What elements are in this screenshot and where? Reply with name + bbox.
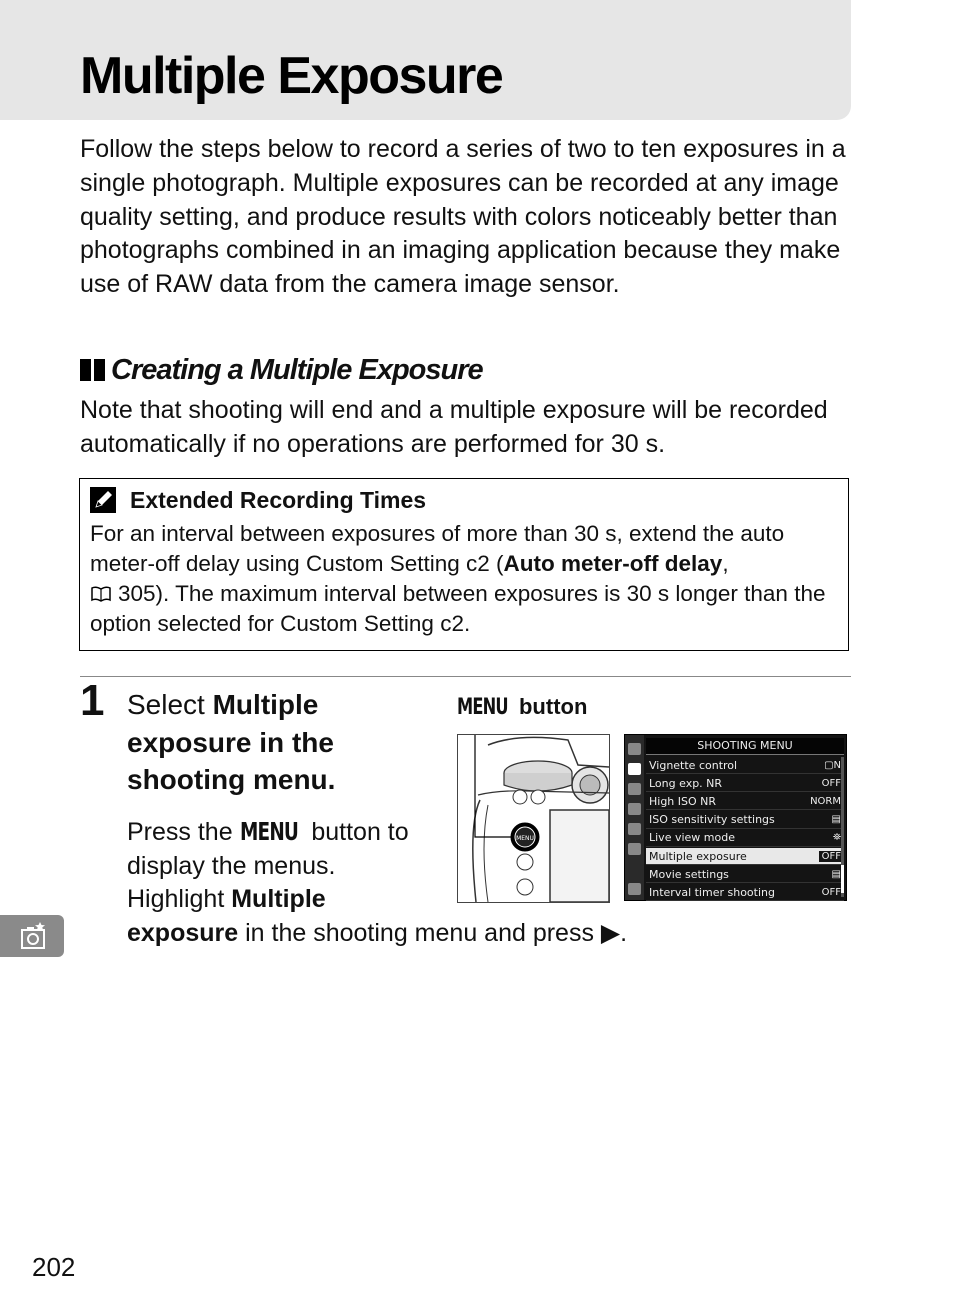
step-title-text-2: in the shooting menu. xyxy=(127,726,336,795)
step-title-text-1: Select xyxy=(127,689,213,720)
step-body xyxy=(127,815,427,917)
menu-row-value: NORM xyxy=(810,795,841,807)
step-period: . xyxy=(620,919,628,947)
note-heading xyxy=(90,485,426,515)
menu-row-value: OFF xyxy=(821,886,841,898)
menu-row[interactable] xyxy=(646,884,844,901)
menu-row-value: ▤ xyxy=(831,814,841,826)
step-body-bold: Multiple xyxy=(231,885,326,913)
menu-row-value: OFF xyxy=(821,777,841,789)
menu-row-label: Long exp. NR xyxy=(649,776,723,790)
intro-paragraph: Follow the steps below to record a series of two to ten exposures in a single photograph. Multiple exposures can be recorded at any image quality setting, and produce results with colors noticeably better than photographs combined in an imaging application because they make use of RAW data from the camera image sensor. xyxy=(80,135,846,299)
menu-side-tabs xyxy=(625,735,644,900)
shooting-menu-screen xyxy=(624,734,847,901)
pencil-icon xyxy=(90,487,116,513)
menu-row-label: Movie settings xyxy=(649,867,729,881)
step-body-text-1: Press the xyxy=(127,818,240,846)
menu-row-label: Multiple exposure xyxy=(649,849,747,863)
step-body-continued xyxy=(127,916,627,950)
note-page-ref: 305 xyxy=(118,581,156,606)
menu-row-label: Interval timer shooting xyxy=(649,885,775,899)
callout-label: button xyxy=(512,694,588,719)
retouch-tab-icon xyxy=(628,823,641,835)
menu-row[interactable] xyxy=(646,793,844,810)
step-body-text-2: button to display the menus. Highlight xyxy=(127,818,409,913)
shooting-tab-icon xyxy=(628,763,641,775)
note-body xyxy=(90,519,835,639)
page-number: 202 xyxy=(32,1252,76,1282)
menu-row-label: High ISO NR xyxy=(649,794,717,808)
camera-menu-icon xyxy=(21,922,45,950)
note-body-text-3: ). The maximum interval between exposures is 30 s longer than the option selected for Custom Setting c2. xyxy=(90,581,826,636)
menu-header: SHOOTING MENU xyxy=(646,738,844,755)
my-menu-tab-icon xyxy=(628,843,641,855)
menu-row[interactable] xyxy=(646,812,844,829)
heading-bullet-icon xyxy=(80,359,105,381)
note-box xyxy=(79,478,849,651)
step-cont-text: in the shooting menu and press xyxy=(238,919,601,947)
playback-tab-icon xyxy=(628,743,641,755)
chapter-tab xyxy=(0,915,64,957)
note-heading-text: Extended Recording Times xyxy=(130,487,427,513)
menu-row[interactable] xyxy=(646,848,844,865)
menu-row[interactable] xyxy=(646,775,844,792)
menu-row[interactable] xyxy=(646,866,844,883)
note-body-text-2: , xyxy=(722,551,729,576)
help-icon xyxy=(628,883,641,895)
custom-setting-tab-icon xyxy=(628,783,641,795)
section-text: Note that shooting will end and a multiple exposure will be recorded automatically if no operations are performed for 30 s. xyxy=(80,396,828,458)
menu-row[interactable] xyxy=(646,757,844,774)
note-body-bold: Auto meter-off delay xyxy=(503,551,723,576)
page-title: Multiple Exposure xyxy=(80,47,503,105)
section-heading-text: Creating a Multiple Exposure xyxy=(111,354,483,386)
menu-row-value: ⛯ xyxy=(833,832,841,844)
book-icon xyxy=(90,586,112,602)
menu-row-label: Vignette control xyxy=(649,758,738,772)
step-title xyxy=(127,686,417,799)
note-body-text-1: For an interval between exposures of more than 30 s, extend the auto meter-off delay using Custom Setting c2 ( xyxy=(90,521,785,576)
camera-back-illustration xyxy=(457,734,610,903)
svg-text:MENU: MENU xyxy=(516,835,534,842)
menu-button-callout xyxy=(457,693,587,722)
step-divider xyxy=(80,676,851,677)
right-arrow-icon: ▶ xyxy=(600,919,621,947)
camera-drawing xyxy=(458,735,609,902)
section-heading xyxy=(80,352,483,388)
menu-row-label: ISO sensitivity settings xyxy=(649,813,775,827)
step-number: 1 xyxy=(80,676,105,725)
menu-row-value: ▤ xyxy=(831,868,841,880)
menu-row[interactable] xyxy=(646,830,844,847)
step-cont-bold: exposure xyxy=(127,919,239,947)
setup-tab-icon xyxy=(628,803,641,815)
menu-row-value: OFF xyxy=(819,851,844,862)
callout-menu-glyph: MENU xyxy=(457,695,508,720)
menu-row-label: Live view mode xyxy=(649,831,735,845)
menu-button-glyph: MENU xyxy=(239,817,298,846)
menu-row-value: ▢N xyxy=(824,759,841,771)
step-title-bold: Multiple exposure xyxy=(127,689,319,758)
menu-scrollbar xyxy=(841,757,844,897)
